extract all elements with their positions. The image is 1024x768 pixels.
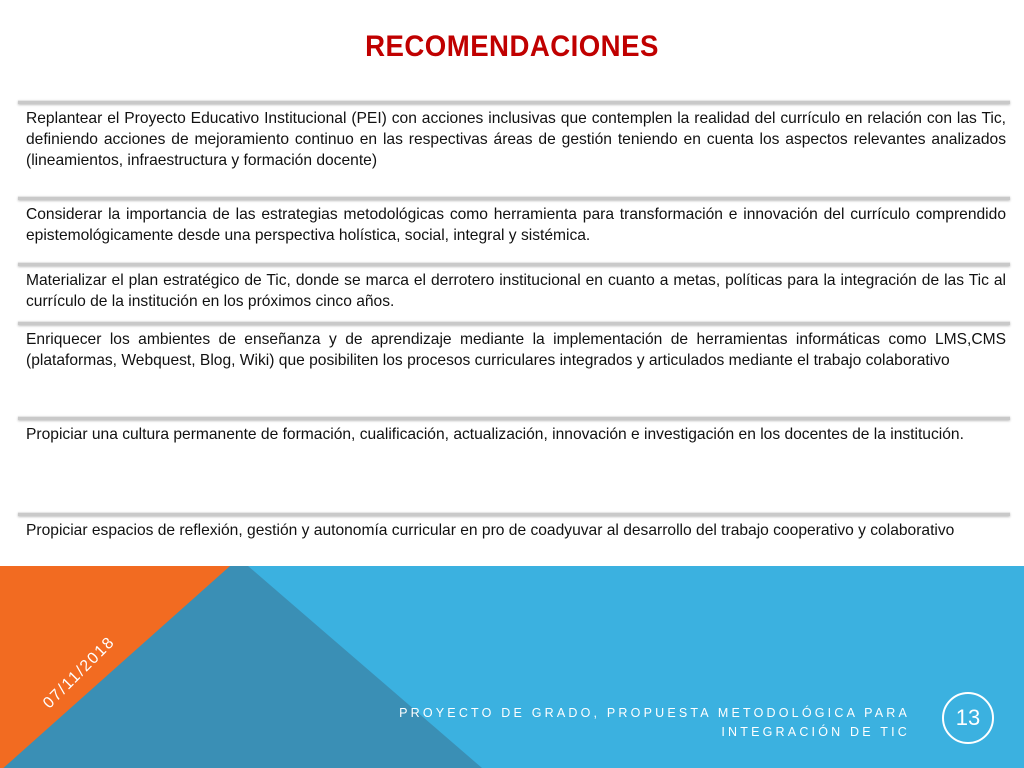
page-number: 13 xyxy=(942,692,994,744)
recommendation-item-5: Propiciar una cultura permanente de formación, cualificación, actualización, innovación e investigación en los docentes de la institución. xyxy=(26,426,964,443)
recommendation-item-1: Replantear el Proyecto Educativo Institucional (PEI) con acciones inclusivas que contemplen la realidad del currículo en relación con las Tic, definiendo acciones de mejoramiento continuo en las respectivas áreas de gestión teniendo en cuenta los aspectos relevantes analizados (lineamientos, infraestructura y formación docente) xyxy=(26,110,1006,169)
recommendation-item-6: Propiciar espacios de reflexión, gestión y autonomía curricular en pro de coadyuvar al desarrollo del trabajo cooperativo y colaborativo xyxy=(26,522,955,539)
slide-date: 07/11/2018 xyxy=(40,633,119,713)
separator xyxy=(18,196,1010,200)
recommendation-item-3: Materializar el plan estratégico de Tic, donde se marca el derrotero institucional en cuanto a metas, políticas para la integración de las Tic al currículo de la institución en los próximos cinco años. xyxy=(26,272,1006,310)
separator xyxy=(18,512,1010,516)
footer-text: PROYECTO DE GRADO, PROPUESTA METODOLÓGICA PARA INTEGRACIÓN DE TIC xyxy=(399,706,910,739)
separator xyxy=(18,262,1010,266)
slide-title: RECOMENDACIONES xyxy=(365,30,659,63)
recommendation-item-4: Enriquecer los ambientes de enseñanza y de aprendizaje mediante la implementación de herramientas informáticas como LMS,CMS (plataformas, Webquest, Blog, Wiki) que posibiliten los procesos curriculares integrados y articulados mediante el trabajo colaborativo xyxy=(26,331,1006,369)
separator xyxy=(18,416,1010,420)
separator xyxy=(18,321,1010,325)
recommendation-item-2: Considerar la importancia de las estrategias metodológicas como herramienta para transformación e innovación del currículo comprendido epistemológicamente desde una perspectiva holística, social, integral y sistémica. xyxy=(26,206,1006,244)
separator xyxy=(18,100,1010,104)
